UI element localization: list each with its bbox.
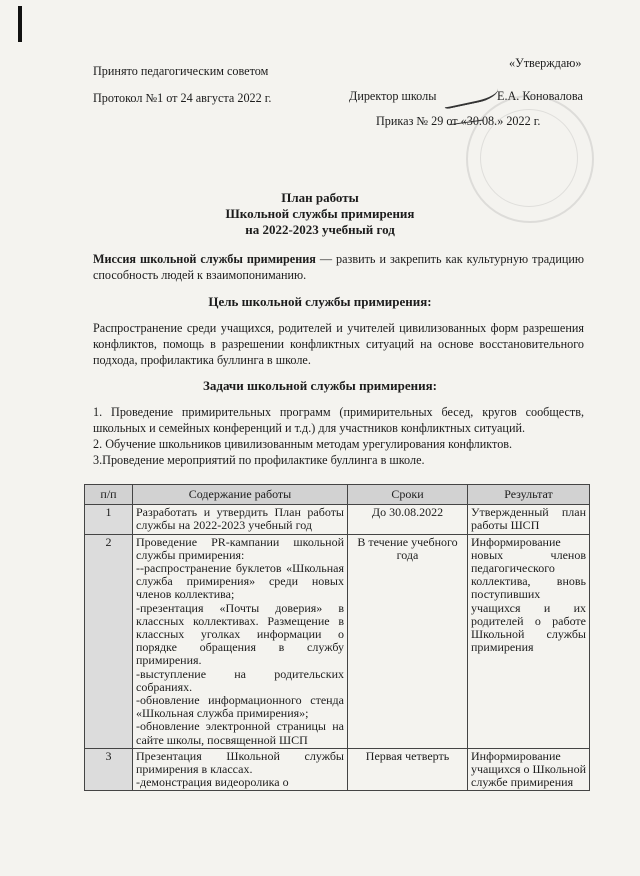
col-header-num: п/п (85, 485, 133, 505)
goal-heading: Цель школьной службы примирения: (208, 294, 432, 309)
protocol-line: Протокол №1 от 24 августа 2022 г. (93, 91, 272, 105)
row-content (133, 505, 348, 534)
row-number: 1 (85, 505, 133, 534)
work-plan-table (84, 484, 590, 791)
director-name: Е.А. Коновалова (497, 89, 583, 103)
approve-label: «Утверждаю» (509, 56, 582, 70)
table-row (85, 505, 590, 534)
content-line: Проведение PR-кампании школьной службы примирения: (136, 534, 344, 562)
col-header-term: Сроки (348, 485, 468, 505)
director-label: Директор школы (349, 89, 437, 103)
row-content (133, 748, 348, 791)
content-line: --распространение буклетов «Школьная служба примирения» среди новых членов коллектива; (136, 561, 344, 602)
content-line: -обновление информационного стенда «Школьная служба примирения»; (136, 693, 344, 721)
mission-label: Миссия школьной службы примирения (93, 252, 316, 266)
scan-edge-mark (18, 6, 22, 42)
row-number: 2 (85, 534, 133, 748)
row-term: До 30.08.2022 (348, 505, 468, 534)
col-header-result: Результат (468, 485, 590, 505)
director-signature (440, 74, 500, 109)
content-line: Разработать и утвердить План работы службы на 2022-2023 учебный год (136, 505, 344, 533)
accepted-line: Принято педагогическим советом (93, 64, 269, 78)
title-line-3: на 2022-2023 учебный год (245, 222, 395, 237)
table-header-row (85, 485, 590, 505)
row-term: В течение учебного года (348, 534, 468, 748)
content-line: -выступление на родительских собраниях. (136, 666, 344, 694)
content-line: -демонстрация видеоролика о (136, 775, 289, 790)
content-line: -презентация «Почты доверия» в классных коллективах. Размещение в классных уголках информации о порядке обращения в службу примирения. (136, 600, 344, 668)
tasks-list (93, 404, 584, 468)
row-content (133, 534, 348, 748)
row-result: Информирование новых членов педагогического коллектива, вновь поступивших учащихся и их родителей о работе Школьной службы примирения (468, 534, 590, 748)
goal-text: Распространение среди учащихся, родителей и учителей цивилизованных форм разрешения конфликтов, помощь в разрешении конфликтных ситуаций на основе восстановительного подхода, профилактика буллинга в школе. (93, 321, 584, 367)
task-item-1: 1. Проведение примирительных программ (примирительных бесед, кругов сообществ, школьных и семейных конференций и т.д.) для участников конфликтных ситуаций. (93, 405, 584, 435)
title-line-2: Школьной службы примирения (225, 206, 415, 221)
row-number: 3 (85, 748, 133, 791)
content-line: -обновление электронной страницы на сайте школы, посвященной ШСП (136, 719, 344, 747)
table-row (85, 748, 590, 791)
col-header-content: Содержание работы (133, 485, 348, 505)
task-item-2: 2. Обучение школьников цивилизованным методам урегулирования конфликтов. (93, 437, 513, 451)
mission-text: — развить и закрепить как культурную традицию способность людей к взаимопониманию. (93, 252, 584, 282)
table-row (85, 534, 590, 748)
row-result: Утвержденный план работы ШСП (468, 505, 590, 534)
mission-paragraph (93, 251, 584, 283)
content-line: Презентация Школьной службы примирения в классах. (136, 748, 344, 777)
task-item-3: 3.Проведение мероприятий по профилактике буллинга в школе. (93, 453, 425, 467)
row-term: Первая четверть (348, 748, 468, 791)
row-result: Информирование учащихся о Школьной службе примирения (468, 748, 590, 791)
order-line: Приказ № 29 от «30.08.» 2022 г. (376, 114, 541, 128)
title-line-1: План работы (281, 190, 359, 205)
tasks-heading: Задачи школьной службы примирения: (203, 378, 437, 393)
